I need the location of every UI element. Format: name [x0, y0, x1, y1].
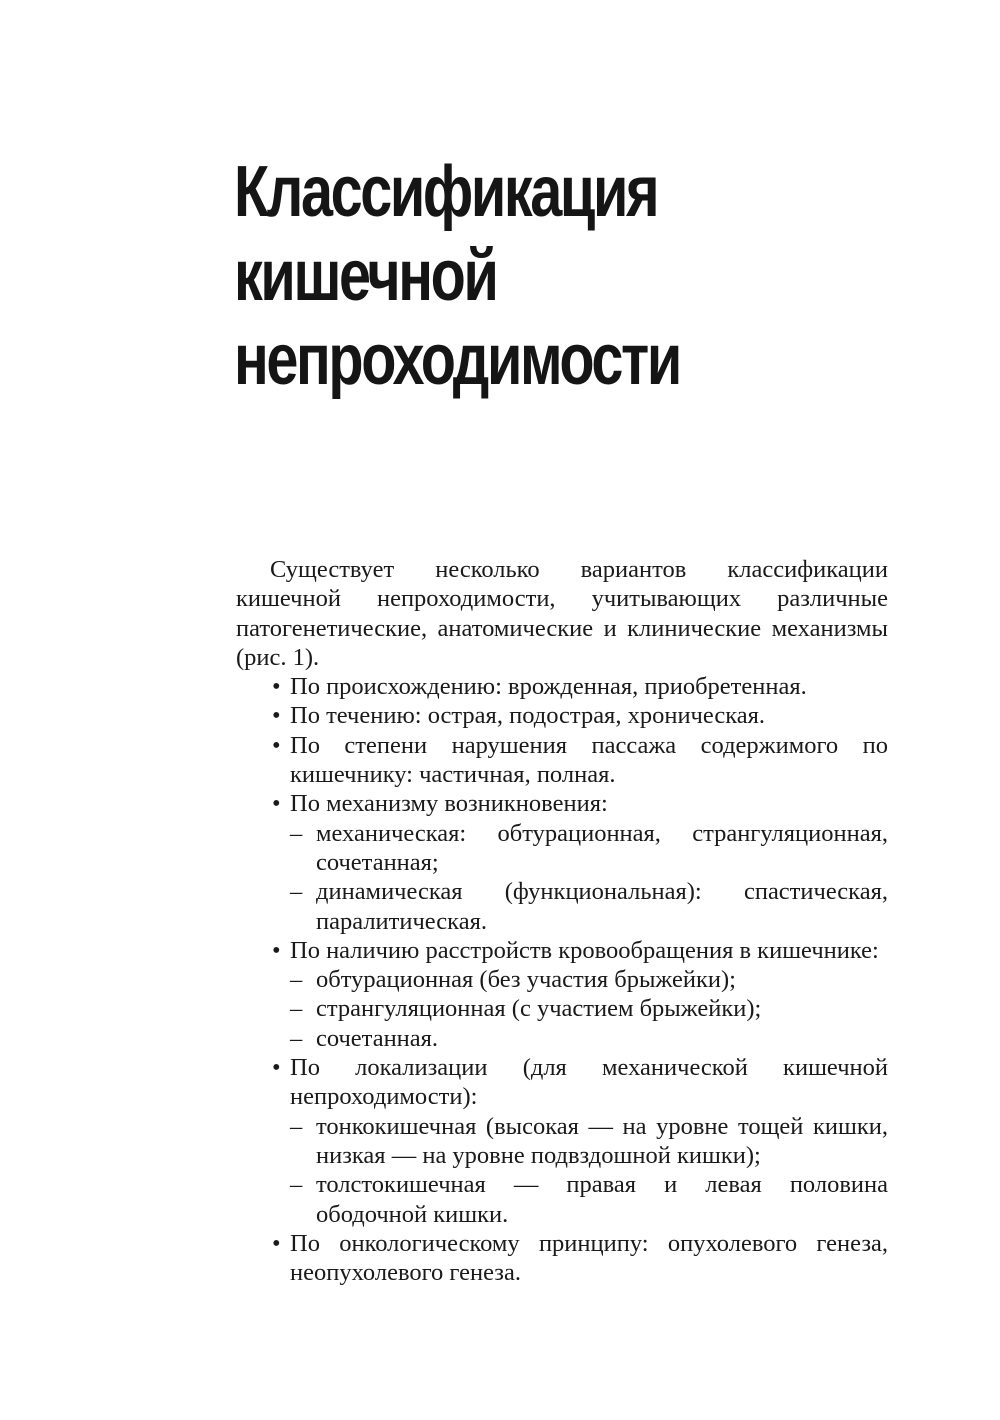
list-item-text: По течению: острая, подострая, хроническая.: [290, 702, 766, 730]
list-item: [236, 1229, 888, 1288]
sub-list-item-text: тонкокишечная (высокая — на уровне тощей кишки, низкая — на уровне подвздошной кишки);: [316, 1112, 888, 1169]
sub-list: [290, 1112, 888, 1229]
sub-list-item-text: сочетанная.: [316, 1024, 439, 1052]
dash-icon: –: [290, 966, 303, 994]
sub-list-item-text: механическая: обтурационная, странгуляционная, сочетанная;: [316, 819, 888, 876]
list-item: [236, 731, 888, 790]
dash-icon: –: [290, 1171, 303, 1199]
list-item: [236, 1053, 888, 1229]
sub-list-item-text: динамическая (функциональная): спастическая, паралитическая.: [316, 878, 888, 935]
list-item-text: По онкологическому принципу: опухолевого генеза, неопухолевого генеза.: [290, 1229, 888, 1287]
dash-icon: –: [290, 995, 303, 1023]
dash-icon: –: [290, 878, 303, 906]
bullet-icon: •: [272, 1054, 281, 1082]
bullet-icon: •: [272, 936, 281, 964]
dash-icon: –: [290, 1112, 303, 1140]
sub-list-item: [290, 877, 888, 936]
list-item: [236, 936, 888, 1053]
bullet-icon: •: [272, 1229, 281, 1257]
sub-list-item: [290, 994, 888, 1023]
page-title: [234, 150, 682, 402]
list-item-text: По степени нарушения пассажа содержимого по кишечнику: частичная, полная.: [290, 731, 888, 789]
sub-list-item: [290, 819, 888, 878]
list-item: [236, 672, 888, 701]
title-line-2: кишечной: [234, 236, 497, 316]
sub-list-item: [290, 1112, 888, 1171]
sub-list-item-text: странгуляционная (с участием брыжейки);: [316, 995, 762, 1023]
dash-icon: –: [290, 819, 303, 847]
list-item: [236, 701, 888, 730]
classification-list: [236, 672, 888, 1287]
sub-list-item: [290, 1024, 888, 1053]
list-item-text: По происхождению: врожденная, приобретенная.: [290, 673, 807, 701]
body-text: [236, 555, 888, 1287]
list-item-text: По наличию расстройств кровообращения в кишечнике:: [290, 936, 879, 964]
sub-list-item-text: обтурационная (без участия брыжейки);: [316, 966, 736, 994]
sub-list-item: [290, 1170, 888, 1229]
title-line-1: Классификация: [234, 152, 658, 232]
sub-list: [290, 819, 888, 936]
sub-list-item: [290, 965, 888, 994]
sub-list: [290, 965, 888, 1053]
intro-paragraph: Существует несколько вариантов классификации кишечной непроходимости, учитывающих различные патогенетические, анатомические и клинические механизмы (рис. 1).: [236, 556, 888, 671]
bullet-icon: •: [272, 702, 281, 730]
list-item: [236, 789, 888, 935]
dash-icon: –: [290, 1024, 303, 1052]
bullet-icon: •: [272, 790, 281, 818]
sub-list-item-text: толстокишечная — правая и левая половина ободочной кишки.: [316, 1171, 888, 1228]
list-item-text: По механизму возникновения:: [290, 790, 608, 818]
bullet-icon: •: [272, 673, 281, 701]
title-line-3: непроходимости: [234, 320, 680, 400]
list-item-text: По локализации (для механической кишечной непроходимости):: [290, 1054, 888, 1111]
bullet-icon: •: [272, 731, 281, 759]
